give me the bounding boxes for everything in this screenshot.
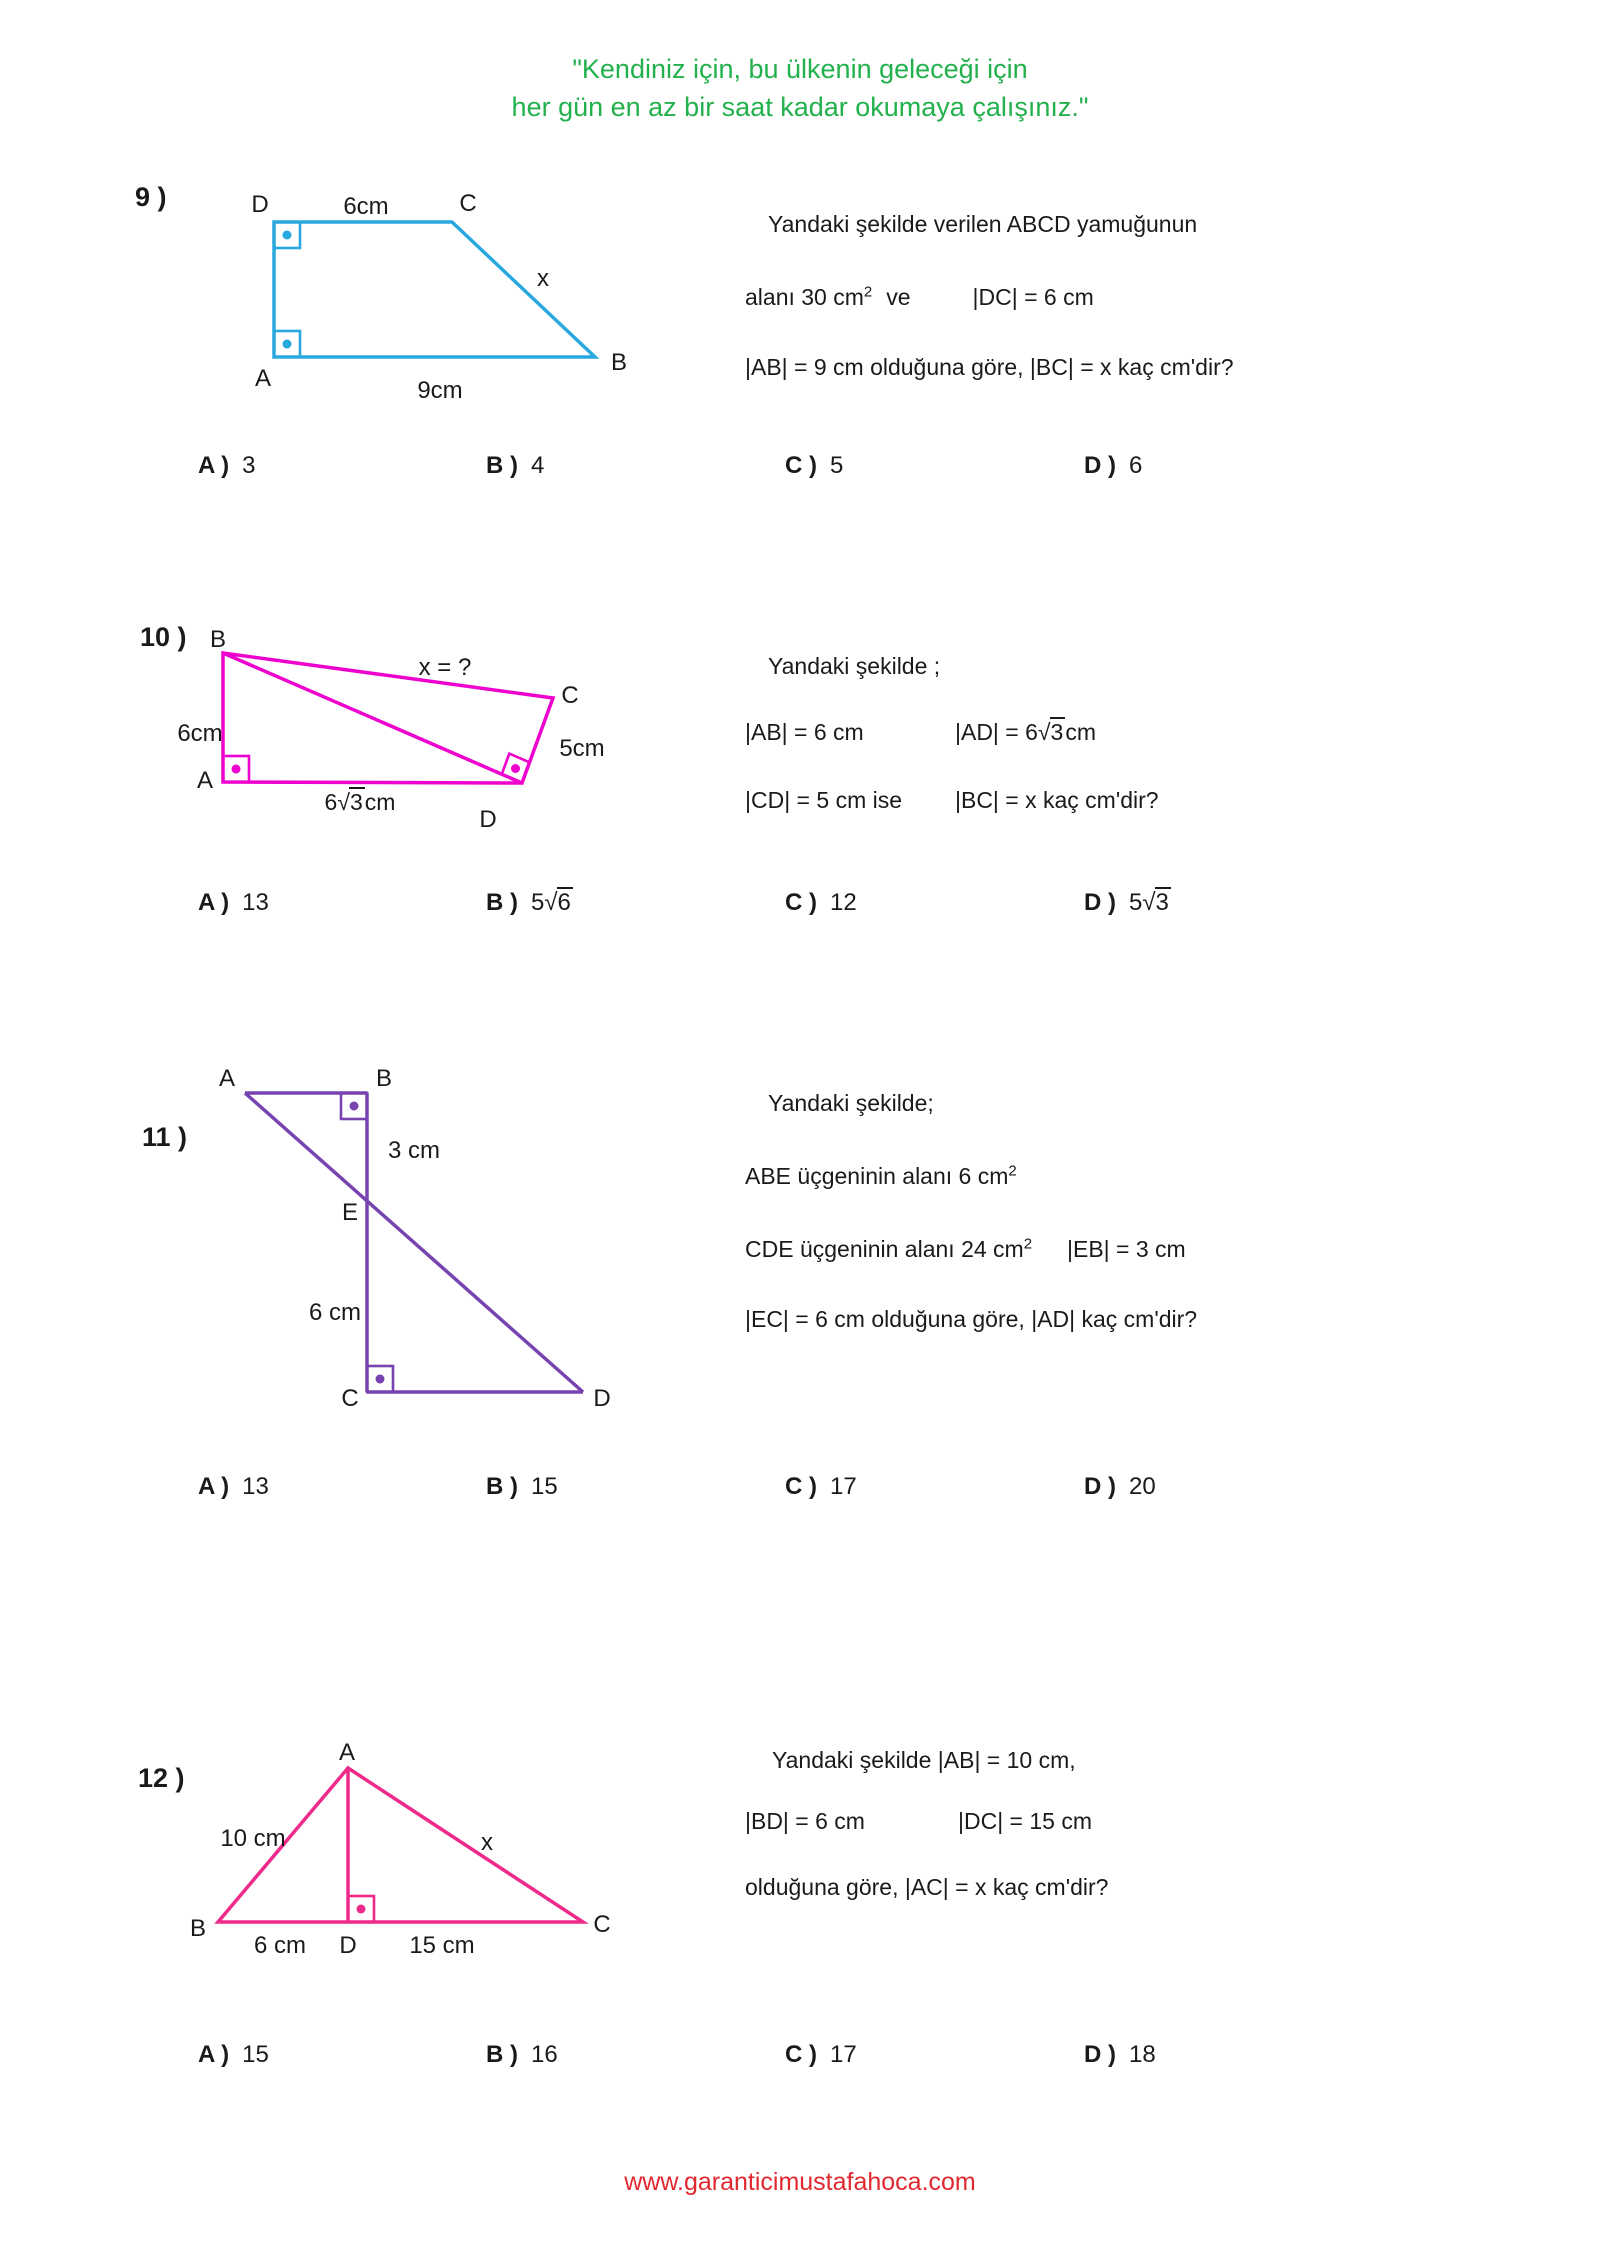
question-text-line: Yandaki şekilde |AB| = 10 cm, xyxy=(772,1747,1076,1773)
eb-length-text: |EB| = 3 cm xyxy=(1067,1236,1186,1262)
question-text-line: Yandaki şekilde; xyxy=(768,1090,934,1116)
superscript-2: 2 xyxy=(863,283,873,301)
q9-trapezoid-diagram xyxy=(150,180,670,430)
side-label-dc: 6cm xyxy=(343,193,389,220)
header-quote-line1: "Kendiniz için, bu ülkenin geleceği için xyxy=(572,54,1028,84)
right-angle-dot xyxy=(232,765,241,774)
header-quote-line2: her gün en az bir saat kadar okumaya çalışınız." xyxy=(511,92,1089,122)
question-text-line: Yandaki şekilde verilen ABCD yamuğunun xyxy=(768,211,1198,237)
answer-value: 20 xyxy=(1129,1473,1156,1500)
vertex-label-d: D xyxy=(339,1932,357,1959)
vertex-label-c: C xyxy=(561,682,579,709)
area-text: alanı 30 cm xyxy=(745,284,864,310)
side-label-x: x = ? xyxy=(418,654,472,681)
right-angle-dot xyxy=(283,231,292,240)
answer-value: 13 xyxy=(242,889,269,916)
answer-option-d: D ) 20 xyxy=(1084,1473,1156,1500)
answer-option-a: A ) 3 xyxy=(198,452,256,479)
answer-option-a: A ) 13 xyxy=(198,1473,269,1500)
vertex-label-c: C xyxy=(593,1911,611,1938)
question-number: 11 ) xyxy=(142,1122,188,1152)
segment-label-bd: 6 cm xyxy=(253,1932,307,1959)
answer-option-b: B ) 4 xyxy=(486,452,545,479)
abe-area-text: ABE üçgeninin alanı 6 $cm^2$ xyxy=(745,1162,1017,1189)
q11-triangles-diagram xyxy=(150,1065,670,1425)
answer-value: 5√6 xyxy=(531,889,571,916)
superscript-2: 2 xyxy=(1023,1235,1033,1253)
answer-value: 13 xyxy=(242,1473,269,1500)
side-label-ab: 9cm xyxy=(417,377,463,404)
vertex-label-d: D xyxy=(479,806,497,833)
cd-length-text: |CD| = 5 cm ise xyxy=(745,787,903,813)
radicand: 3 xyxy=(1155,889,1169,916)
dc-length-text: |DC| = 15 cm xyxy=(958,1808,1093,1834)
ab-length-text: |AB| = 6 cm xyxy=(745,719,864,745)
question-number: 9 ) xyxy=(135,182,167,212)
dc-length-text: |DC| = 6 cm xyxy=(972,284,1094,310)
question-text-line xyxy=(745,284,1094,311)
question-text-line: |AB| = 9 cm olduğuna göre, |BC| = x kaç cm'dir? xyxy=(745,354,1234,380)
right-angle-dot xyxy=(357,1905,366,1914)
answer-value: 12 xyxy=(830,889,857,916)
answer-option-c: C ) 17 xyxy=(785,1473,857,1500)
answer-value: 15 xyxy=(242,2041,269,2068)
answer-option-b: B ) 15 xyxy=(486,1473,558,1500)
answer-option-c: C ) 17 xyxy=(785,2041,857,2068)
answer-value: 5 xyxy=(830,452,844,479)
answer-value: 15 xyxy=(531,1473,558,1500)
ad-length-text: |AD| = 6√3cm xyxy=(955,719,1096,745)
bd-length-text: |BD| = 6 cm xyxy=(745,1808,865,1834)
answer-value: 5√3 xyxy=(1129,889,1169,916)
header-quote xyxy=(0,50,1600,126)
answer-value: 6 xyxy=(1129,452,1143,479)
answer-option-b: B ) 5√6 xyxy=(486,889,571,916)
side-label-ab: 10 cm xyxy=(220,1825,286,1852)
question-number: 12 ) xyxy=(138,1763,185,1793)
answer-value: 16 xyxy=(531,2041,558,2068)
right-angle-dot xyxy=(376,1375,385,1384)
segment-label-dc: 15 cm xyxy=(409,1932,475,1959)
vertex-label-d: D xyxy=(251,191,269,218)
answer-value: 18 xyxy=(1129,2041,1156,2068)
answer-option-a: A ) 13 xyxy=(198,889,269,916)
q12-triangle-diagram xyxy=(150,1740,670,1975)
conjunction: ve xyxy=(886,284,911,310)
right-angle-dot xyxy=(350,1102,359,1111)
answer-value: 17 xyxy=(830,2041,857,2068)
website-url: www.garanticimustafahoca.com xyxy=(624,2168,976,2196)
answer-option-d: D ) 18 xyxy=(1084,2041,1156,2068)
cde-area-text: CDE üçgeninin alanı 24 $cm^2$ xyxy=(745,1235,1033,1262)
vertex-label-b: B xyxy=(189,1915,207,1942)
side-label-ab: 6cm xyxy=(177,720,223,747)
vertex-label-a: A xyxy=(254,365,272,392)
vertex-label-c: C xyxy=(341,1385,359,1412)
superscript-2: 2 xyxy=(1008,1162,1017,1180)
vertex-label-b: B xyxy=(375,1065,393,1092)
radicand: 3 xyxy=(349,789,363,815)
right-angle-dot xyxy=(511,764,520,773)
segment-label-eb: 3 cm xyxy=(387,1137,441,1164)
segment-label-ec: 6 cm xyxy=(308,1299,362,1326)
vertex-label-a: A xyxy=(196,767,214,794)
answer-option-d: D ) 6 xyxy=(1084,452,1143,479)
side-label-x: x xyxy=(537,265,549,292)
bc-question-text: |BC| = x kaç cm'dir? xyxy=(955,787,1159,813)
answer-option-b: B ) 16 xyxy=(486,2041,558,2068)
radicand: 3 xyxy=(1050,719,1064,745)
quadrilateral-bacd xyxy=(223,653,553,783)
answer-option-c: C ) 5 xyxy=(785,452,844,479)
vertex-label-a: A xyxy=(218,1065,236,1092)
answer-value: 17 xyxy=(830,1473,857,1500)
right-angle-dot xyxy=(283,340,292,349)
vertex-label-b: B xyxy=(611,349,628,376)
radicand: 6 xyxy=(557,889,571,916)
question-text-line: |EC| = 6 cm olduğuna göre, |AD| kaç cm'dir? xyxy=(745,1306,1198,1332)
answer-value: 4 xyxy=(531,452,545,479)
question-text-line: Yandaki şekilde ; xyxy=(768,653,941,679)
answer-value: 3 xyxy=(242,452,256,479)
vertex-label-a: A xyxy=(338,1740,356,1766)
question-number: 10 ) xyxy=(140,622,187,652)
vertex-label-c: C xyxy=(459,190,477,217)
question-text-line: olduğuna göre, |AC| = x kaç cm'dir? xyxy=(745,1874,1109,1900)
answer-option-d: D ) 5√3 xyxy=(1084,889,1169,916)
side-label-ad: 6√3cm xyxy=(324,789,396,815)
side-label-cd: 5cm xyxy=(559,735,605,762)
side-label-ac: x xyxy=(481,1829,493,1856)
vertex-label-d: D xyxy=(593,1385,611,1412)
vertex-label-e: E xyxy=(341,1199,359,1226)
answer-option-c: C ) 12 xyxy=(785,889,857,916)
vertex-label-b: B xyxy=(209,626,227,653)
answer-option-a: A ) 15 xyxy=(198,2041,269,2068)
